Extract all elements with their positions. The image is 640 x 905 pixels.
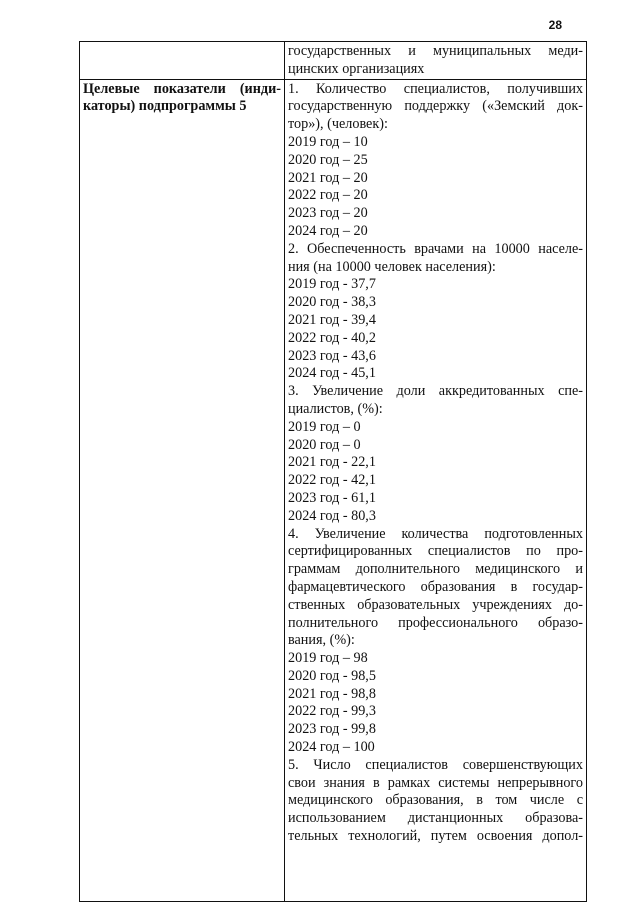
text-line: 2020 год - 38,3 [288, 294, 376, 311]
text-line: сертифицированных специалистов по про- [288, 543, 583, 560]
text-line: тельных технологий, путем освоения допол- [288, 828, 583, 845]
text-line: 2023 год – 20 [288, 205, 368, 222]
text-line: 2022 год – 20 [288, 187, 368, 204]
text-line: тор»), (человек): [288, 116, 388, 133]
text-line: граммам дополнительного медицинского и [288, 561, 583, 578]
text-line: 2023 год - 61,1 [288, 489, 376, 506]
label-line: каторы) подпрограммы 5 [83, 98, 247, 115]
text-line: 2020 год – 25 [288, 151, 368, 168]
table-row [80, 42, 587, 80]
text-line: 2019 год – 98 [288, 650, 368, 667]
text-line: цинских организациях [288, 60, 425, 77]
text-line: 2024 год – 20 [288, 222, 368, 239]
text-line: циалистов, (%): [288, 400, 383, 417]
text-line: 2022 год - 40,2 [288, 329, 376, 346]
text-line: свои знания в рамках системы непрерывного [288, 774, 583, 791]
row1-text [288, 43, 583, 79]
text-line: 3. Увеличение доли аккредитованных спе- [288, 383, 583, 400]
text-line: использованием дистанционных образова- [288, 810, 583, 827]
text-line: 2019 год – 10 [288, 133, 368, 150]
table-row [80, 79, 587, 901]
text-line: 1. Количество специалистов, получивших [288, 80, 583, 97]
text-line: полнительного профессионального образо- [288, 614, 583, 631]
text-line: 2020 год – 0 [288, 436, 361, 453]
text-line: 4. Увеличение количества подготовленных [288, 525, 583, 542]
text-line: 2021 год – 20 [288, 169, 368, 186]
table-cell-right [285, 79, 587, 901]
text-line: 5. Число специалистов совершенствующих [288, 756, 583, 773]
text-line: ния (на 10000 человек населения): [288, 258, 496, 275]
page-number: 28 [548, 18, 562, 32]
text-line: 2021 год - 98,8 [288, 685, 376, 702]
text-line: 2024 год – 100 [288, 739, 375, 756]
label-line: Целевые показатели (инди- [83, 80, 281, 97]
text-line: ственных образовательных учреждениях до- [288, 596, 583, 613]
text-line: 2019 год - 37,7 [288, 276, 376, 293]
indicators-label [83, 81, 281, 117]
indicators-text [288, 81, 583, 846]
text-line: 2020 год - 98,5 [288, 667, 376, 684]
table-cell-left-empty [80, 42, 285, 80]
text-line: государственных и муниципальных меди- [288, 43, 583, 59]
text-line: 2024 год - 45,1 [288, 365, 376, 382]
text-line: 2. Обеспеченность врачами на 10000 населе- [288, 240, 583, 257]
text-line: 2019 год – 0 [288, 418, 361, 435]
text-line: фармацевтического образования в государ- [288, 578, 583, 595]
text-line: 2023 год - 99,8 [288, 721, 376, 738]
text-line: 2022 год - 42,1 [288, 472, 376, 489]
program-table [79, 41, 587, 902]
text-line: 2021 год - 39,4 [288, 311, 376, 328]
text-line: 2023 год - 43,6 [288, 347, 376, 364]
text-line: 2021 год - 22,1 [288, 454, 376, 471]
text-line: 2024 год - 80,3 [288, 507, 376, 524]
table-cell-right [285, 42, 587, 80]
table-cell-left [80, 79, 285, 901]
text-line: 2022 год - 99,3 [288, 703, 376, 720]
text-line: медицинского образования, в том числе с [288, 792, 583, 809]
text-line: государственную поддержку («Земский док- [288, 98, 583, 115]
text-line: вания, (%): [288, 632, 355, 649]
